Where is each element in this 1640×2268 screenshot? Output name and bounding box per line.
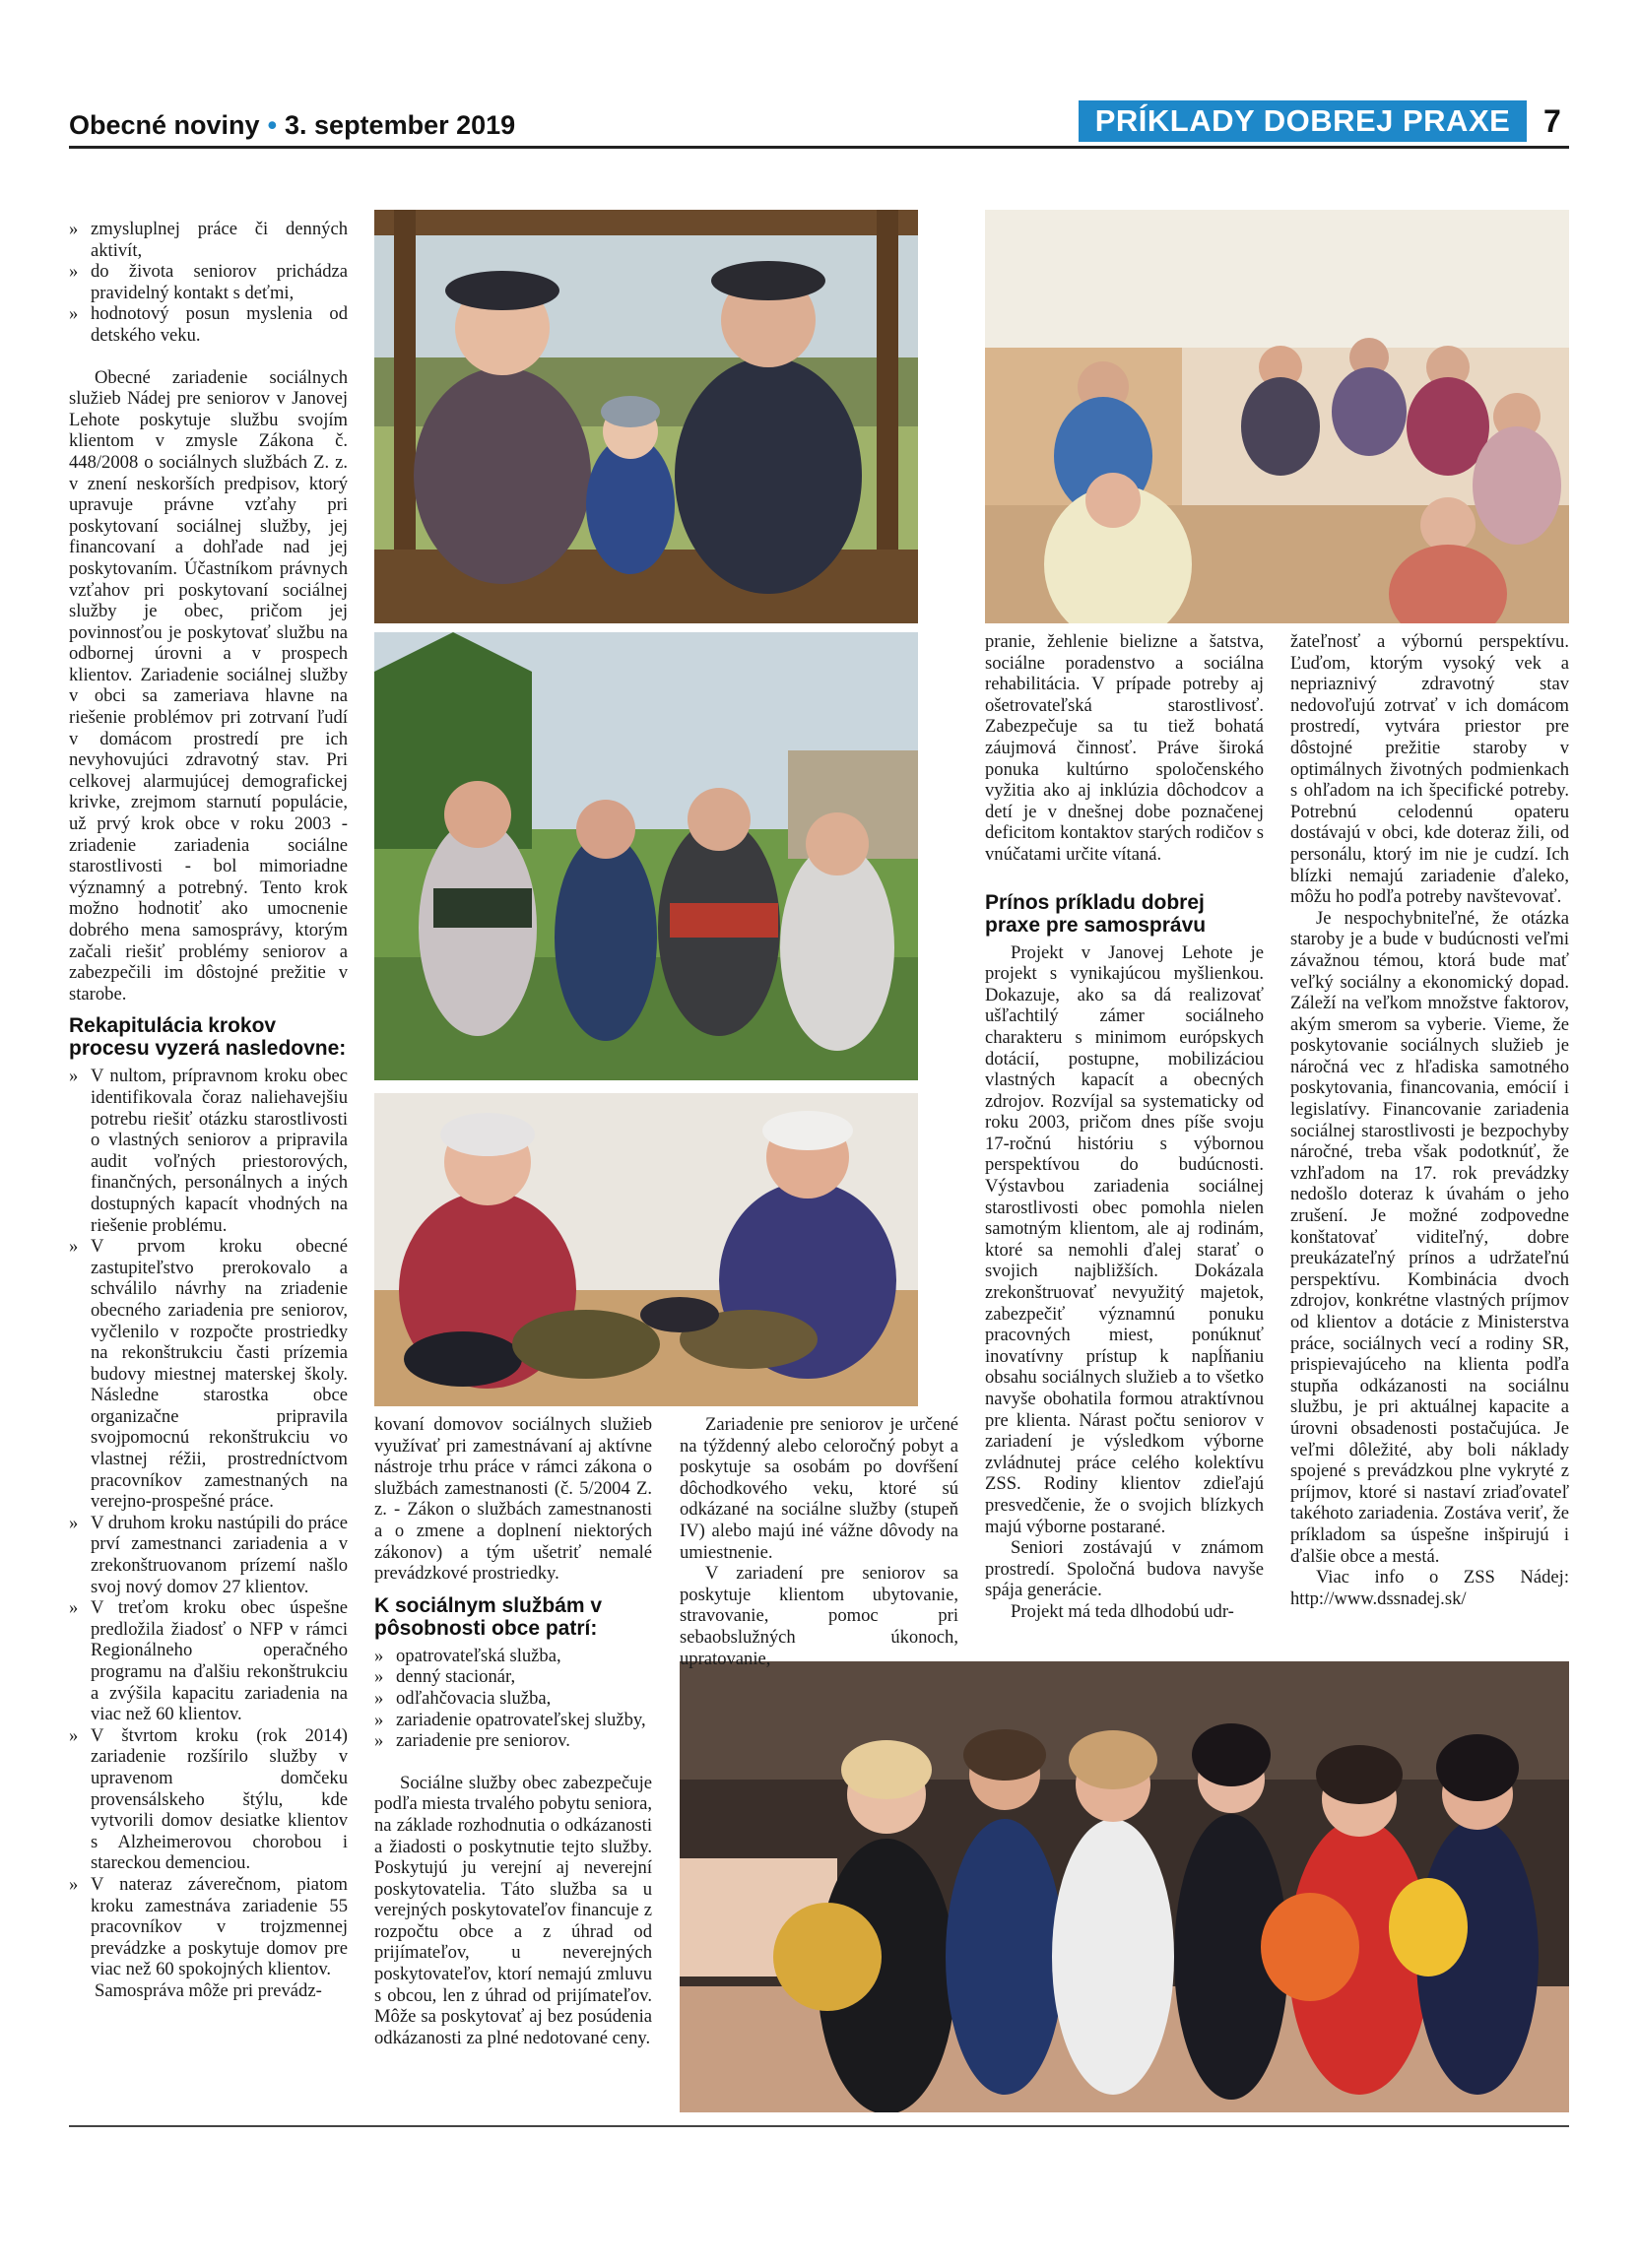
section-heading: Prínos príkladu dobrej praxe pre samosprávu xyxy=(985,890,1207,937)
column-4 xyxy=(985,631,1264,1623)
benefits-list xyxy=(69,219,348,347)
list-item: » odľahčovacia služba, xyxy=(374,1688,652,1710)
list-item: » V nateraz záverečnom, piatom kroku zamestnáva zariadenie 55 pracovníkov v trojzmennej prevádzke a poskytuje domov pre viac než 60 spokojných klientov. xyxy=(69,1874,348,1980)
footer-rule xyxy=(69,2125,1569,2127)
paragraph: Projekt má teda dlhodobú udr- xyxy=(1011,1600,1234,1622)
list-item: » zmysluplnej práce či denných aktivít, xyxy=(69,219,348,261)
header-separator: • xyxy=(267,110,278,140)
list-item: » V nultom, prípravnom kroku obec identifikovala čoraz naliehavejšiu potrebu riešiť otázku starostlivosti o vlastných seniorov a pripravila audit voľných priestorových, finančných, personálnych a iných dostupných kapacít vhodných na riešenie problému. xyxy=(69,1066,348,1236)
paragraph: Seniori zostávajú v známom prostredí. Spoločná budova navyše spája generácie. xyxy=(985,1537,1264,1601)
issue-date: 3. september 2019 xyxy=(285,110,516,140)
list-item: » V druhom kroku nastúpili do práce prví zamestnanci zariadenia a v zrekonštruovanom prízemí našlo svoj nový domov 27 klientov. xyxy=(69,1513,348,1597)
steps-list xyxy=(69,1066,348,1980)
paragraph: žateľnosť a výbornú perspektívu. Ľuďom, ktorým vysoký vek a nepriaznivý zdravotný stav nedovoľujú zotrvať v ich domácom prostredí, vytvára priestor pre dôstojné prežitie staroby v optimálnych životných podmienkach s ohľadom na ich špecifické potreby. Potrebnú celodennú opateru dostávajú v obci, kde doteraz žili, od personálu, ktorý im nie je cudzí. Ich blízki nemajú zariadenie ďaleko, môžu ho podľa potreby navštevovať. xyxy=(1290,631,1569,908)
website-reference: Viac info o ZSS Nádej: http://www.dssnadej.sk/ xyxy=(1290,1567,1569,1609)
photo-group-exercise xyxy=(985,210,1569,623)
paragraph: Projekt v Janovej Lehote je projekt s vynikajúcou myšlienkou. Dokazuje, ako sa dá realizovať ušľachtilý zámer sociálneho charakteru s minimom európskych dotácií, postupne, mobilizáciou vlastných kapacít a obecných zdrojov. Rozvíjal sa systematicky od roku 2003, pričom dnes píše svoju 17-ročnú históriu s výbornou perspektívou do budúcnosti. Výstavbou zariadenia sociálnej starostlivosti obec pomohla nielen samotným klientom, ale aj rodinám, ktoré sa nemohli ďalej starať o svojich najbližších. Dokázala zrekonštruovať nevyužitý majetok, zabezpečiť významnú ponuku pracovných miest, ponúknuť inovatívny prístup k napĺňaniu obsahu sociálnych služieb a to všetko navyše obohatila formou atraktívnou pre klienta. Nárast počtu seniorov v zariadení je výsledkom výborne zvládnutej práce celého kolektívu ZSS. Rodiny klientov zdieľajú presvedčenie, že o svojich blízkych majú výborne postarané. xyxy=(985,941,1264,1537)
page-number: 7 xyxy=(1543,103,1561,139)
paragraph: pranie, žehlenie bielizne a šatstva, sociálne poradenstvo a sociálna rehabilitácia. V prípade potreby aj ošetrovateľská starostlivosť. Zabezpečuje sa tu tiež bohatá záujmová činnosť. Práve široká ponuka kultúrno spoločenského vyžitia ako aj inklúzia dôchodcov a detí je v dnešnej dobe poznačenej deficitom kontaktov starých rodičov s vnúčatami určite vítaná. xyxy=(985,631,1264,865)
list-item: » denný stacionár, xyxy=(374,1666,652,1688)
list-item: » V štvrtom kroku (rok 2014) zariadenie rozšírilo služby v upravenom domčeku provensálskeho štýlu, kde vytvorili domov desiatke klientov s Alzheimerovou chorobou i stareckou demenciou. xyxy=(69,1725,348,1874)
list-item: » hodnotový posun myslenia od detského veku. xyxy=(69,303,348,346)
photo-seniors-with-child xyxy=(374,210,918,623)
photo-seniors-with-crates xyxy=(374,632,918,1080)
section-heading: Rekapitulácia krokov procesu vyzerá nasledovne: xyxy=(69,1014,347,1061)
list-item: » do života seniorov prichádza pravidelný kontakt s deťmi, xyxy=(69,261,348,303)
column-3 xyxy=(680,1414,958,1669)
paragraph: V zariadení pre seniorov sa poskytuje klientom ubytovanie, stravovanie, pomoc pri sebaobslužných úkonoch, upratovanie, xyxy=(680,1563,958,1669)
paragraph: Obecné zariadenie sociálnych služieb Nádej pre seniorov v Janovej Lehote poskytuje službu svojím klientom v zmysle Zákona č. 448/2008 o sociálnych službách Z. z. v znení neskorších predpisov, ktorý upravuje právne vzťahy pri poskytovaní sociálnej služby, jej financovaní a dohľade nad jej poskytovaním. Účastníkom právnych vzťahov pri poskytovaní sociálnej služby je obec, pričom jej povinnosťou je poskytovať službu na odbornej úrovni a v prospech klientov. Zariadenie sociálnej služby v obci sa zameriava hlavne na riešenie problémov pri zotrvaní ľudí v domácom prostredí pre ich nevyhovujúci zdravotný stav. Pri celkovej alarmujúcej demografickej krivke, zrejmom starnutí populácie, už prvý krok obce v roku 2003 - zriadenie zariadenia sociálne starostlivosti - bol mimoriadne významný a potrebný. Tento krok možno hodnotiť ako umocnenie dobrého mena samosprávy, ktorým začali riešiť problémy seniorov a zabezpečili im dôstojné prežitie v starobe. xyxy=(69,366,348,1004)
photo-women-at-table xyxy=(374,1093,918,1406)
paragraph: Samospráva môže pri prevádz- xyxy=(95,1979,322,2001)
list-item: » opatrovateľská služba, xyxy=(374,1646,652,1667)
header-rule xyxy=(69,146,1569,149)
list-item: » V treťom kroku obec úspešne predložila žiadosť o NFP v rámci Regionálneho operačného programu na ďalšiu rekonštrukciu a zvýšila kapacitu zariadenia na viac než 60 klientov. xyxy=(69,1597,348,1725)
list-item: » zariadenie pre seniorov. xyxy=(374,1730,652,1752)
column-1 xyxy=(69,219,348,2002)
paragraph: Zariadenie pre seniorov je určené na týždenný alebo celoročný pobyt a poskytuje sa osobám po dovŕšení dôchodkového veku, ktoré sú odkázané na sociálne služby (stupeň IV) alebo majú iné vážne dôvody na umiestnenie. xyxy=(680,1414,958,1563)
masthead xyxy=(69,110,515,141)
section-title: PRÍKLADY DOBREJ PRAXE xyxy=(1079,100,1527,142)
column-2 xyxy=(374,1414,652,2048)
list-item: » zariadenie opatrovateľskej služby, xyxy=(374,1710,652,1731)
paragraph: Sociálne služby obec zabezpečuje podľa miesta trvalého pobytu seniora, na základe rozhodnutia o odkázanosti a žiadosti o poskytnutie tejto služby. Poskytujú ju verejní aj neverejní poskytovatelia. Táto služba sa u verejných poskytovateľov financuje z rozpočtu obce a z úhrad od prijímateľov, u neverejných poskytovateľov, ktorí nemajú zmluvu s obcou, len z úhrad od prijímateľov. Môže sa poskytovať aj bez posúdenia odkázanosti za plné nedotované ceny. xyxy=(374,1772,652,2048)
column-5 xyxy=(1290,631,1569,1609)
paragraph: kovaní domovov sociálnych služieb využívať pri zamestnávaní aj aktívne nástroje trhu práce v rámci zákona o službách zamestnanosti (č. 5/2004 Z. z. - Zákon o službách zamestnanosti a o zmene a doplnení niektorých zákonov) a tým ušetriť nemalé prevádzkové prostriedky. xyxy=(374,1414,652,1585)
photo-staff-with-flowers xyxy=(680,1661,1569,2112)
section-heading: K sociálnym službám v pôsobnosti obce patrí: xyxy=(374,1593,603,1640)
paper-name: Obecné noviny xyxy=(69,110,260,140)
paragraph: Je nespochybniteľné, že otázka staroby je a bude v budúcnosti veľmi závažnou témou, ktorá bude mať veľký sociálny a ekonomický dopad. Záleží na veľkom množstve faktorov, akým smerom sa vyberie. Vieme, že poskytovanie sociálnych služieb je náročná vec z hľadiska samotného poskytovania, financovania, emócií i legislatívy. Financovanie zariadenia sociálnej starostlivosti je bezpochyby náročné, treba však podotknúť, že vzhľadom na 17. rok prevádzky nedošlo doteraz k úvahám o jeho zrušení. Je možné zodpovedne konštatovať viditeľný, dobre preukázateľný prínos a udržateľnú perspektívu. Kombinácia dvoch zdrojov, konkrétne vlastných príjmov od klientov a dotácie z Ministerstva práce, sociálnych vecí a rodiny SR, prispievajúceho na klienta podľa stupňa odkázanosti na sociálnu službu, je pri aktuálnej kapacite a úrovni obsadenosti postačujúca. Je veľmi dôležité, aby boli náklady spojené s prevádzkou plne vykryté z príjmov, ktoré si nastaví zriaďovateľ takéhoto zariadenia. Zostáva veriť, že príkladom sa úspešne inšpirujú i ďalšie obce a mestá. xyxy=(1290,907,1569,1567)
list-item: » V prvom kroku obecné zastupiteľstvo prerokovalo a schválilo návrhy na zriadenie obecného zariadenia pre seniorov, vyčlenilo v rozpočte prostriedky na rekonštrukciu časti prízemia budovy miestnej materskej školy. Následne starostka obce organizačne pripravila svojpomocnú rekonštrukciu vo vlastnej réžii, prostredníctvom pracovníkov zamestnaných na verejno-prospešné práce. xyxy=(69,1236,348,1513)
services-list xyxy=(374,1646,652,1752)
